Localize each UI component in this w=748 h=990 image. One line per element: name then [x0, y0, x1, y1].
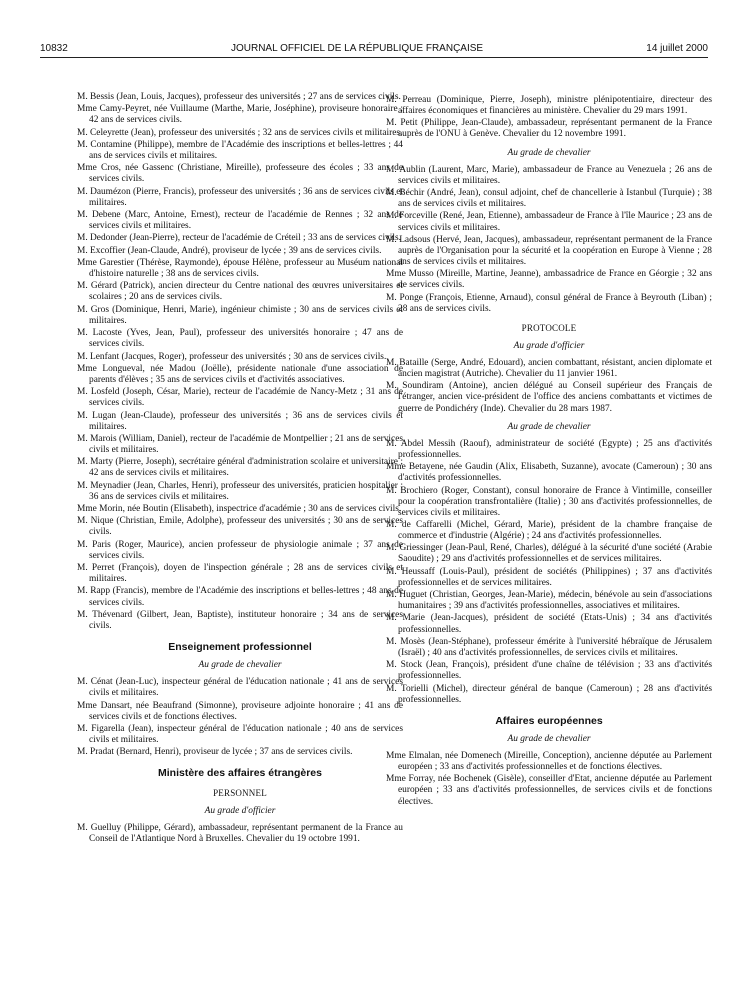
decree-entry: M. Ponge (François, Etienne, Arnaud), consul général de France à Beyrouth (Liban) ; 28 ans de services civils. — [386, 292, 712, 314]
decree-entry: M. Aublin (Laurent, Marc, Marie), ambassadeur de France au Venezuela ; 26 ans de services civils et militaires. — [386, 164, 712, 186]
decree-entry: M. Mosès (Jean-Stéphane), professeur émérite à l'université hébraïque de Jérusalem (Israël) ; 40 ans d'activités professionnelles, de services civils et militaires. — [386, 636, 712, 658]
decree-entry: M. Rapp (Francis), membre de l'Académie des inscriptions et belles-lettres ; 48 ans de services civils. — [77, 586, 403, 608]
decree-entry: Mme Dansart, née Beaufrand (Simonne), proviseure adjointe honoraire ; 41 ans de services civils et de fonctions électives. — [77, 700, 403, 722]
decree-entry: M. Cénat (Jean-Luc), inspecteur général de l'éducation nationale ; 41 ans de services civils et militaires. — [77, 677, 403, 699]
grade-heading: Au grade d'officier — [513, 340, 585, 351]
journal-title: JOURNAL OFFICIEL DE LA RÉPUBLIQUE FRANÇAISE — [230, 43, 484, 54]
decree-entry: M. Marois (William, Daniel), recteur de l'académie de Montpellier ; 21 ans de services civils et militaires. — [77, 433, 403, 455]
page-header — [40, 34, 708, 58]
decree-entry: M. Perret (François), doyen de l'inspection générale ; 28 ans de services civils et militaires. — [77, 563, 403, 585]
decree-entry: M. Brochiero (Roger, Constant), consul honoraire de France à Vintimille, conseiller pour la coopération transfrontalière (Italie) ; 30 ans d'activités professionnelles, de services civils et militaires. — [386, 485, 712, 518]
page-date: 14 juillet 2000 — [646, 43, 708, 54]
decree-entry: M. Gros (Dominique, Henri, Marie), ingénieur chimiste ; 30 ans de services civils et militaires. — [77, 304, 403, 326]
subsection-title: PROTOCOLE — [521, 322, 577, 333]
decree-entry: M. Lenfant (Jacques, Roger), professeur des universités ; 30 ans de services civils. — [77, 351, 387, 362]
section-title: Enseignement professionnel — [168, 641, 312, 653]
right-column — [386, 95, 712, 809]
decree-entry: M. Forceville (René, Jean, Etienne), ambassadeur de France à l'île Maurice ; 23 ans de services civils et militaires. — [386, 211, 712, 233]
grade-heading: Au grade de chevalier — [198, 660, 282, 671]
section-title: Ministère des affaires étrangères — [158, 767, 322, 780]
decree-entry: M. Griessinger (Jean-Paul, René, Charles), délégué à la sécurité d'une société (Arabie Saoudite) ; 29 ans d'activités professionnelles et de services militaires. — [386, 543, 712, 565]
decree-entry: M. Dedonder (Jean-Pierre), recteur de l'académie de Créteil ; 33 ans de services civils. — [77, 233, 401, 244]
decree-entry: M. Contamine (Philippe), membre de l'Académie des inscriptions et belles-lettres ; 44 ans de services civils et militaires. — [77, 139, 403, 162]
decree-entry: M. Bessis (Jean, Louis, Jacques), professeur des universités ; 27 ans de services civils. — [77, 92, 401, 102]
subsection-title: PERSONNEL — [213, 787, 267, 798]
decree-entry: M. Daumézon (Pierre, Francis), professeur des universités ; 36 ans de services civils et militaires. — [77, 186, 403, 208]
decree-entry: M. Petit (Philippe, Jean-Claude), ambassadeur, représentant permanent de la France auprès de l'ONU à Genève. Chevalier du 12 novembre 1991. — [386, 118, 712, 140]
decree-entry: M. Marie (Jean-Jacques), président de société (Etats-Unis) ; 34 ans d'activités professionnelles. — [386, 613, 712, 635]
page-number: 10832 — [40, 43, 68, 54]
decree-entry: M. Lacoste (Yves, Jean, Paul), professeur des universités honoraire ; 47 ans de services civils. — [77, 328, 403, 350]
decree-entry: M. Torielli (Michel), directeur général de banque (Cameroun) ; 28 ans d'activités professionnelles. — [386, 683, 712, 705]
decree-entry: M. Béchir (André, Jean), consul adjoint, chef de chancellerie à Istanbul (Turquie) ; 38 ans de services civils et militaires. — [386, 188, 712, 210]
decree-entry: Mme Betayene, née Gaudin (Alix, Elisabeth, Suzanne), avocate (Cameroun) ; 30 ans d'activités professionnelles. — [386, 462, 712, 484]
decree-entry: M. Paris (Roger, Maurice), ancien professeur de physiologie animale ; 37 ans de services civils. — [77, 539, 403, 561]
decree-entry: M. Soundiram (Antoine), ancien délégué au Conseil supérieur des Français de l'étranger, ancien vice-président de l'office des anciens combattants et victimes de guerre de Pondichéry (Inde). Chevalier du 28 mars 1987. — [386, 381, 712, 414]
decree-entry: M. Guelluy (Philippe, Gérard), ambassadeur, représentant permanent de la France au Conseil de l'Atlantique Nord à Bruxelles. Chevalier du 19 octobre 1991. — [77, 822, 403, 844]
section-title: Affaires européennes — [495, 714, 603, 727]
decree-entry: M. Excoffier (Jean-Claude, André), proviseur de lycée ; 39 ans de services civils. — [77, 245, 382, 256]
decree-entry: Mme Forray, née Bochenek (Gisèle), conseiller d'Etat, ancienne députée au Parlement européen ; 33 ans d'activités professionnelles, de services civils et de fonctions électives. — [386, 774, 712, 807]
decree-entry: M. Meynadier (Jean, Charles, Henri), professeur des universités, praticien hospitalier ; 36 ans de services civils et militaires. — [77, 480, 403, 502]
decree-entry: Mme Garestier (Thérèse, Raymonde), épouse Hélène, professeur au Muséum national d'histoire naturelle ; 38 ans de services civils. — [77, 258, 403, 280]
decree-entry: M. Pradat (Bernard, Henri), proviseur de lycée ; 37 ans de services civils. — [77, 747, 353, 758]
decree-entry: Mme Cros, née Gassenc (Christiane, Mireille), professeure des écoles ; 33 ans de services civils. — [77, 163, 403, 185]
decree-entry: M. Abdel Messih (Raouf), administrateur de société (Egypte) ; 25 ans d'activités professionnelles. — [386, 438, 712, 460]
decree-entry: M. Debene (Marc, Antoine, Ernest), recteur de l'académie de Rennes ; 32 ans de services civils et militaires. — [77, 210, 403, 232]
decree-entry: M. Celeyrette (Jean), professeur des universités ; 32 ans de services civils et militaires. — [77, 127, 403, 138]
decree-entry: Mme Morin, née Boutin (Elisabeth), inspectrice d'académie ; 30 ans de services civils. — [77, 504, 402, 515]
grade-heading: Au grade d'officier — [204, 805, 276, 816]
decree-entry: Mme Longueval, née Madou (Joëlle), présidente nationale d'une association de parents d'élèves ; 35 ans de services civils et d'activités associatives. — [77, 363, 403, 385]
decree-entry: M. Losfeld (Joseph, César, Marie), recteur de l'académie de Nancy-Metz ; 31 ans de services civils. — [77, 387, 403, 409]
decree-entry: M. de Caffarelli (Michel, Gérard, Marie), président de la chambre française de commerce et d'industrie (Algérie) ; 24 ans d'activités professionnelles. — [386, 519, 712, 542]
decree-entry: M. Stock (Jean, François), président d'une chaîne de télévision ; 33 ans d'activités professionnelles. — [386, 660, 712, 682]
decree-entry: M. Bataille (Serge, André, Edouard), ancien combattant, résistant, ancien diplomate et ancien magistrat (Autriche). Chevalier du 11 janvier 1961. — [386, 358, 712, 380]
decree-entry: M. Heussaff (Louis-Paul), président de sociétés (Philippines) ; 37 ans d'activités professionnelles et de services militaires. — [386, 566, 712, 588]
decree-entry: M. Gérard (Patrick), ancien directeur du Centre national des œuvres universitaires et scolaires ; 20 ans de services civils. — [77, 281, 403, 303]
grade-heading: Au grade de chevalier — [507, 733, 591, 744]
decree-entry: M. Perreau (Dominique, Pierre, Joseph), ministre plénipotentiaire, directeur des affaires économiques et financières au ministère. Chevalier du 29 mars 1991. — [386, 95, 712, 117]
decree-entry: M. Figarella (Jean), inspecteur général de l'éducation nationale ; 40 ans de services civils et militaires. — [77, 723, 403, 746]
left-column — [77, 92, 403, 846]
decree-entry: M. Ladsous (Hervé, Jean, Jacques), ambassadeur, représentant permanent de la France auprès de l'Organisation pour la sécurité et la coopération en Europe à Vienne ; 28 ans de services civils et militaires. — [386, 234, 712, 267]
decree-entry: M. Lugan (Jean-Claude), professeur des universités ; 36 ans de services civils et militaires. — [77, 410, 403, 432]
decree-entry: M. Huguet (Christian, Georges, Jean-Marie), médecin, bénévole au sein d'associations humanitaires ; 39 ans d'activités professionnelles, associatives et militaires. — [386, 590, 712, 612]
decree-entry: Mme Camy-Peyret, née Vuillaume (Marthe, Marie, Joséphine), proviseure honoraire ; 42 ans de services civils. — [77, 104, 403, 126]
decree-entry: M. Thévenard (Gilbert, Jean, Baptiste), instituteur honoraire ; 34 ans de services civils. — [77, 609, 403, 631]
decree-entry: M. Nique (Christian, Emile, Adolphe), professeur des universités ; 30 ans de services civils. — [77, 516, 403, 538]
grade-heading: Au grade de chevalier — [507, 147, 591, 158]
grade-heading: Au grade de chevalier — [507, 421, 591, 432]
decree-entry: Mme Musso (Mireille, Martine, Jeanne), ambassadrice de France en Géorgie ; 32 ans de services civils. — [386, 269, 712, 291]
decree-entry: M. Marty (Pierre, Joseph), secrétaire général d'administration scolaire et universitaire ; 42 ans de services civils et militaires. — [77, 457, 403, 479]
decree-entry: Mme Elmalan, née Domenech (Mireille, Conception), ancienne députée au Parlement européen ; 33 ans d'activités professionnelles et de fonctions électives. — [386, 750, 712, 773]
